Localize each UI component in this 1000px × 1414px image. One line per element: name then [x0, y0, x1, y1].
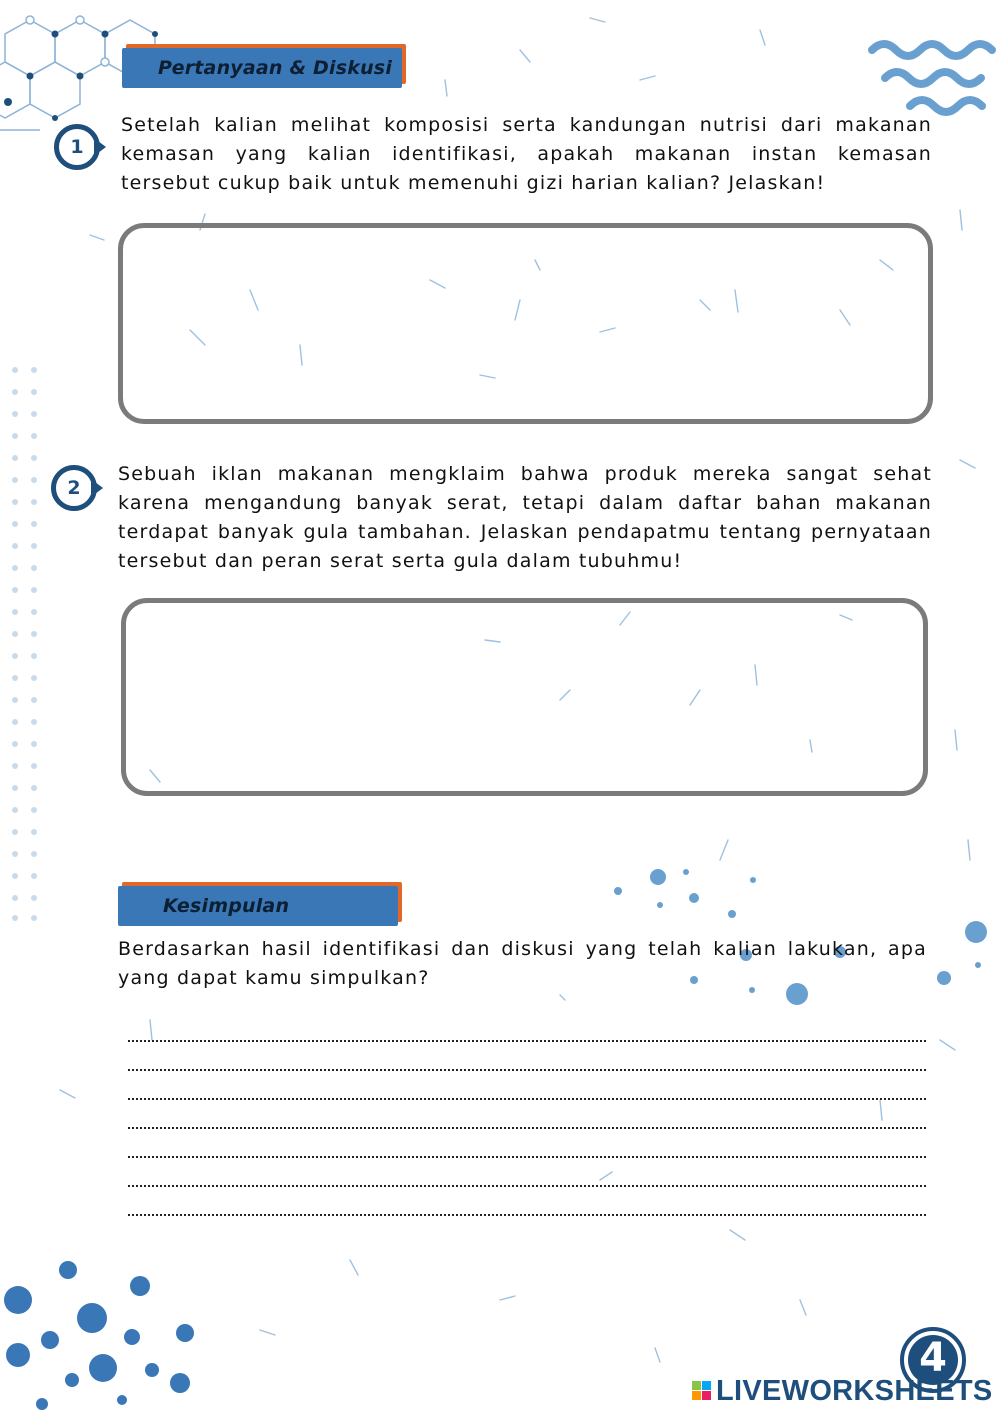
question-1-number-badge	[54, 124, 100, 170]
answer-line[interactable]	[128, 1185, 926, 1187]
answer-line[interactable]	[128, 1069, 926, 1071]
liveworksheets-branding[interactable]	[692, 1376, 993, 1406]
answer-line[interactable]	[128, 1040, 926, 1042]
question-2-text: Sebuah iklan makanan mengklaim bahwa produk mereka sangat sehat karena mengandung banyak serat, tetapi dalam daftar bahan makanan terdapat banyak gula tambahan. Jelaskan pendapatmu tentang pernyataan tersebut dan peran serat serta gula dalam tubuhmu!	[118, 463, 932, 572]
wave-lines-icon	[872, 44, 992, 112]
question-2-answer-box[interactable]	[121, 598, 928, 796]
dot-column	[12, 367, 37, 921]
discussion-banner	[122, 48, 402, 88]
question-1-answer-box[interactable]	[118, 223, 933, 424]
question-1-text: Setelah kalian melihat komposisi serta kandungan nutrisi dari makanan kemasan yang kalian identifikasi, apakah makanan instan kemasan tersebut cukup baik untuk memenuhi gizi harian kalian? Jelaskan!	[121, 114, 932, 194]
pointer-arrow-icon	[94, 138, 106, 156]
answer-line[interactable]	[128, 1156, 926, 1158]
question-2-number-badge	[51, 465, 97, 511]
pointer-arrow-icon	[91, 479, 103, 497]
discussion-heading: Pertanyaan & Diskusi	[158, 57, 393, 79]
question-number: 2	[67, 477, 81, 499]
brand-text: LIVEWORKSHEETS	[716, 1374, 993, 1407]
question-number: 1	[70, 136, 84, 158]
conclusion-prompt: Berdasarkan hasil identifikasi dan diskusi yang telah kalian lakukan, apa yang dapat kamu simpulkan?	[118, 938, 927, 989]
conclusion-heading: Kesimpulan	[163, 895, 290, 917]
answer-line[interactable]	[128, 1214, 926, 1216]
bottom-splash	[4, 1261, 194, 1410]
answer-line[interactable]	[128, 1098, 926, 1100]
page-number: 4	[919, 1335, 947, 1381]
conclusion-banner	[118, 886, 398, 926]
liveworksheets-logo-icon	[692, 1381, 712, 1401]
answer-line[interactable]	[128, 1127, 926, 1129]
